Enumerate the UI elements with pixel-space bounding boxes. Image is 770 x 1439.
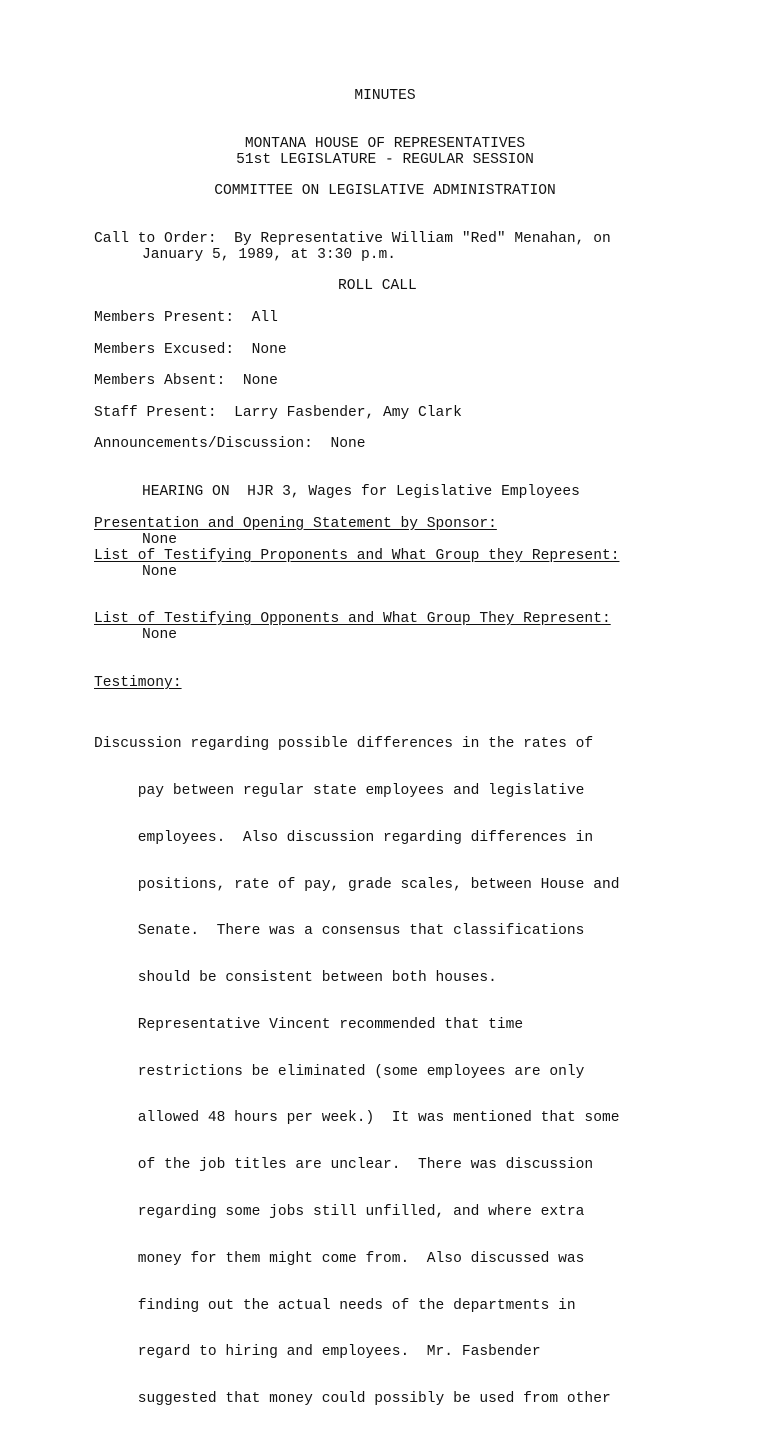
roll-call-heading: ROLL CALL [338,278,417,294]
testimony-line: finding out the actual needs of the departments in [94,1297,576,1314]
proponents-label: List of Testifying Proponents and What Group they Represent: [94,548,620,564]
members-absent: Members Absent: None [94,373,278,389]
testimony-line: restrictions be eliminated (some employees are only [94,1063,585,1080]
testimony-line: money for them might come from. Also discussed was [94,1250,585,1267]
testimony-line: positions, rate of pay, grade scales, between House and [94,876,620,893]
call-to-order-line-2: January 5, 1989, at 3:30 p.m. [142,247,396,263]
testimony-line: employees. Also discussion regarding differences in [94,829,594,846]
staff-present: Staff Present: Larry Fasbender, Amy Clark [94,405,462,421]
testimony-line: regarding some jobs still unfilled, and where extra [94,1204,585,1220]
presentation-label: Presentation and Opening Statement by Sponsor: [94,516,497,532]
testimony-label: Testimony: [94,675,182,691]
session-name: 51st LEGISLATURE - REGULAR SESSION [236,152,534,168]
members-excused: Members Excused: None [94,342,287,358]
opponents-value: None [142,627,178,643]
house-name: MONTANA HOUSE OF REPRESENTATIVES [244,136,526,152]
testimony-line: regard to hiring and employees. Mr. Fasbender [94,1344,541,1361]
testimony-line: pay between regular state employees and legislative [94,782,585,799]
announcements: Announcements/Discussion: None [94,436,366,452]
document-title: MINUTES [354,88,416,104]
testimony-line: allowed 48 hours per week.) It was mentioned that some [94,1110,620,1127]
testimony-line: should be consistent between both houses. [94,970,497,987]
testimony-line: suggested that money could possibly be used from other [94,1391,611,1408]
testimony-line: Discussion regarding possible differences in the rates of [94,736,594,753]
committee-name: COMMITTEE ON LEGISLATIVE ADMINISTRATION [214,183,556,199]
members-present: Members Present: All [94,310,278,326]
proponents-value: None [142,564,178,580]
testimony-text [94,706,694,1439]
hearing-heading: HEARING ON HJR 3, Wages for Legislative Employees [142,484,580,500]
call-to-order-line-1: Call to Order: By Representative William "Red" Menahan, on [94,231,611,247]
presentation-value: None [142,532,178,548]
opponents-label: List of Testifying Opponents and What Group They Represent: [94,611,611,627]
testimony-line: Representative Vincent recommended that time [94,1016,524,1033]
testimony-line: of the job titles are unclear. There was discussion [94,1157,594,1174]
testimony-line: Senate. There was a consensus that classifications [94,923,585,940]
